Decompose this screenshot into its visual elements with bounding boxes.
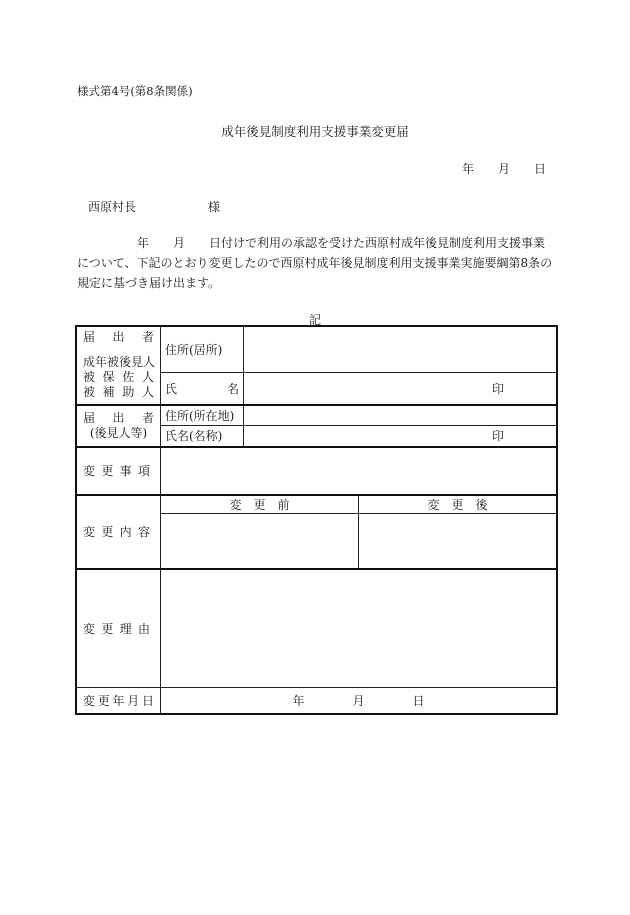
form-table	[76, 326, 557, 714]
document-title: 成年後見制度利用支援事業変更届	[221, 124, 409, 139]
addressee: 西原村長 様	[88, 200, 221, 214]
body-paragraph: 年 月 日付けで利用の承認を受けた西原村成年後見制度利用支援事業について、下記のとおり変更したので西原村成年後見制度利用支援事業実施要綱第8条の規定に基づき届け出ます。	[77, 236, 553, 290]
form-number: 様式第4号(第8条関係)	[77, 84, 193, 98]
seal-mark: 印	[491, 429, 504, 444]
guardian-name-field[interactable]	[244, 426, 557, 447]
change-date-value: 年 月 日	[292, 693, 425, 708]
subject-label-line3: 被保佐人	[83, 370, 154, 385]
after-field[interactable]	[359, 513, 557, 569]
subject-label-line2: 成年被後見人	[83, 355, 156, 370]
guardian-name-label: 氏名(名称)	[161, 426, 244, 447]
subject-label-line1: 届 出 者	[83, 330, 154, 345]
address-label: 住所(居所)	[161, 327, 244, 373]
change-item-label: 変更事項	[77, 447, 161, 495]
subject-label-cell	[77, 327, 161, 405]
guardian-address-label: 住所(所在地)	[161, 405, 244, 426]
name-field[interactable]	[244, 373, 557, 405]
name-label: 氏 名	[161, 373, 244, 405]
change-item-field[interactable]	[161, 447, 557, 495]
guardian-label-cell	[77, 405, 161, 447]
change-reason-label: 変更理由	[77, 569, 161, 687]
before-header: 変 更 前	[161, 495, 359, 514]
address-field[interactable]	[244, 327, 557, 373]
subject-label-line4: 被補助人	[83, 385, 154, 400]
seal-mark: 印	[491, 381, 504, 396]
ki-heading: 記	[308, 313, 321, 327]
change-content-label: 変更内容	[77, 495, 161, 570]
submission-date: 年 月 日	[462, 162, 547, 176]
change-date-label: 変更年月日	[77, 687, 161, 713]
change-date-field[interactable]	[161, 687, 557, 713]
before-field[interactable]	[161, 513, 359, 569]
change-reason-field[interactable]	[161, 569, 557, 687]
guardian-address-field[interactable]	[244, 405, 557, 426]
after-header: 変 更 後	[359, 495, 557, 514]
guardian-label-line1: 届 出 者	[83, 410, 154, 425]
guardian-label-line2: (後見人等)	[89, 425, 148, 440]
